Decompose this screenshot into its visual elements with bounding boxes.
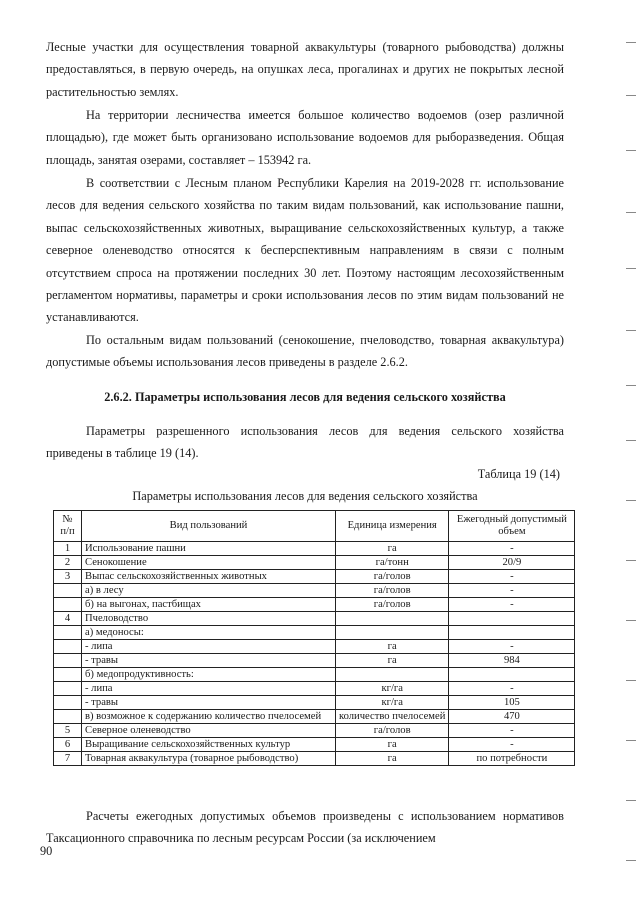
row-volume — [449, 626, 575, 640]
section-heading: 2.6.2. Параметры использования лесов для ведения сельского хозяйства — [104, 390, 506, 404]
row-num: 4 — [54, 612, 82, 626]
row-type: Использование пашни — [82, 542, 336, 556]
row-volume: - — [449, 682, 575, 696]
row-num — [54, 710, 82, 724]
scan-edge-mark — [626, 440, 636, 441]
row-unit: кг/га — [336, 682, 449, 696]
row-volume: - — [449, 738, 575, 752]
row-type: Северное оленеводство — [82, 724, 336, 738]
table-row — [54, 682, 575, 696]
row-type: - липа — [82, 640, 336, 654]
table-row — [54, 752, 575, 766]
table-row — [54, 696, 575, 710]
scan-edge-mark — [626, 95, 636, 96]
closing-paragraph: Расчеты ежегодных допустимых объемов произведены с использованием нормативов Таксационного справочника по лесным ресурсам России (за исключением — [46, 809, 564, 846]
scan-edge-mark — [626, 620, 636, 621]
row-num — [54, 668, 82, 682]
row-num: 6 — [54, 738, 82, 752]
row-type: Пчеловодство — [82, 612, 336, 626]
paragraph-4: По остальным видам пользований (сенокошение, пчеловодство, товарная аквакультура) допустимые объемы использования лесов приведены в разделе 2.6.2. — [46, 333, 564, 370]
row-type: Выращивание сельскохозяйственных культур — [82, 738, 336, 752]
table-row — [54, 626, 575, 640]
scan-edge-mark — [626, 740, 636, 741]
row-type: а) медоносы: — [82, 626, 336, 640]
row-unit: га — [336, 542, 449, 556]
row-volume: 984 — [449, 654, 575, 668]
table-row — [54, 640, 575, 654]
scan-edge-mark — [626, 330, 636, 331]
intro-paragraph: Параметры разрешенного использования лесов для ведения сельского хозяйства приведены в таблице 19 (14). — [46, 424, 564, 461]
scan-edge-mark — [626, 560, 636, 561]
paragraph-2: На территории лесничества имеется большое количество водоемов (озер различной площадью), где может быть организовано использование водоемов для рыборазведения. Общая площадь, занятая озерами, составляет – 153942 га. — [46, 108, 564, 167]
table-row — [54, 612, 575, 626]
row-unit — [336, 612, 449, 626]
row-volume — [449, 668, 575, 682]
row-num — [54, 654, 82, 668]
row-unit: га/голов — [336, 584, 449, 598]
row-type: - липа — [82, 682, 336, 696]
table-row — [54, 724, 575, 738]
scan-edge-mark — [626, 500, 636, 501]
row-volume: - — [449, 542, 575, 556]
row-volume: 470 — [449, 710, 575, 724]
row-type: а) в лесу — [82, 584, 336, 598]
row-type: - травы — [82, 696, 336, 710]
parameters-table — [53, 510, 575, 766]
scan-edge-mark — [626, 42, 636, 43]
row-unit: га — [336, 654, 449, 668]
row-type: Выпас сельскохозяйственных животных — [82, 570, 336, 584]
row-unit: га/тонн — [336, 556, 449, 570]
row-type: Товарная аквакультура (товарное рыбоводство) — [82, 752, 336, 766]
scan-edge-mark — [626, 150, 636, 151]
scan-edge-mark — [626, 860, 636, 861]
header-volume: Ежегодный допустимый объем — [449, 511, 575, 542]
row-type: Сенокошение — [82, 556, 336, 570]
row-num — [54, 640, 82, 654]
row-type: - травы — [82, 654, 336, 668]
row-unit: га/голов — [336, 724, 449, 738]
table-row — [54, 738, 575, 752]
row-num: 7 — [54, 752, 82, 766]
row-volume: по потребности — [449, 752, 575, 766]
table-row — [54, 710, 575, 724]
table-row — [54, 584, 575, 598]
scan-edge-mark — [626, 385, 636, 386]
table-header-row — [54, 511, 575, 542]
row-num — [54, 584, 82, 598]
header-unit: Единица измерения — [336, 511, 449, 542]
scan-edge-mark — [626, 800, 636, 801]
paragraph-3: В соответствии с Лесным планом Республики Карелия на 2019-2028 гг. использование лесов для ведения сельского хозяйства по таким видам пользований, как использование пашни, выпас сельскохозяйственных животных, выращивание сельскохозяйственных культур, а также северное оленеводство относятся к бесперспективным направлениям в связи с полным отсутствием спроса на протяжении последних 30 лет. Поэтому настоящим лесохозяйственным регламентом нормативы, параметры и сроки использования лесов по этим видам пользований не устанавливаются. — [46, 176, 564, 325]
row-num — [54, 682, 82, 696]
table-row — [54, 668, 575, 682]
table-row — [54, 570, 575, 584]
table-caption: Параметры использования лесов для ведения сельского хозяйства — [132, 489, 478, 503]
row-unit — [336, 626, 449, 640]
row-num — [54, 598, 82, 612]
row-num: 1 — [54, 542, 82, 556]
table-row — [54, 556, 575, 570]
row-unit: га/голов — [336, 570, 449, 584]
row-unit — [336, 668, 449, 682]
scan-edge-mark — [626, 268, 636, 269]
row-num: 3 — [54, 570, 82, 584]
header-type: Вид пользований — [82, 511, 336, 542]
table-row — [54, 598, 575, 612]
row-unit: кг/га — [336, 696, 449, 710]
scan-edge-mark — [626, 212, 636, 213]
table-row — [54, 654, 575, 668]
row-volume: - — [449, 598, 575, 612]
row-num — [54, 696, 82, 710]
row-unit: га — [336, 752, 449, 766]
row-unit: га — [336, 738, 449, 752]
page-number: 90 — [40, 844, 53, 858]
row-num: 2 — [54, 556, 82, 570]
table-row — [54, 542, 575, 556]
row-unit: га — [336, 640, 449, 654]
row-unit: га/голов — [336, 598, 449, 612]
table-number: Таблица 19 (14) — [477, 467, 560, 481]
row-type: б) медопродуктивность: — [82, 668, 336, 682]
row-unit: количество пчелосемей — [336, 710, 449, 724]
row-volume: - — [449, 640, 575, 654]
row-volume: - — [449, 584, 575, 598]
row-type: в) возможное к содержанию количество пчелосемей — [82, 710, 336, 724]
row-num: 5 — [54, 724, 82, 738]
header-num: № п/п — [54, 511, 82, 542]
row-volume: 105 — [449, 696, 575, 710]
row-volume: - — [449, 570, 575, 584]
row-volume — [449, 612, 575, 626]
paragraph-1: Лесные участки для осуществления товарной аквакультуры (товарного рыбоводства) должны предоставляться, в первую очередь, на опушках леса, прогалинах и других не покрытых лесной растительностью землях. — [46, 40, 564, 99]
row-volume: - — [449, 724, 575, 738]
row-volume: 20/9 — [449, 556, 575, 570]
scan-edge-mark — [626, 680, 636, 681]
row-type: б) на выгонах, пастбищах — [82, 598, 336, 612]
row-num — [54, 626, 82, 640]
